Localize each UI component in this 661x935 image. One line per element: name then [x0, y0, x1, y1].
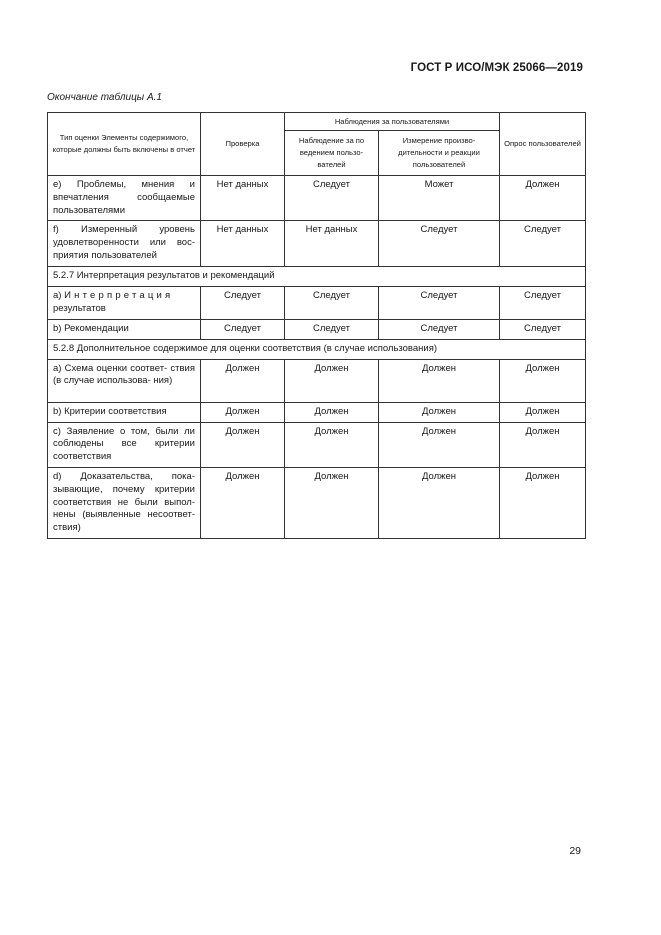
cell-measure: Должен [379, 402, 500, 422]
col-header-observe: Наблюдение за по ведением пользо- вателей [285, 131, 379, 176]
cell-check: Нет данных [201, 176, 285, 221]
cell-observe: Следует [285, 176, 379, 221]
cell-survey: Должен [500, 402, 586, 422]
cell-measure: Должен [379, 359, 500, 402]
row-label-rest: результатов [53, 302, 106, 314]
table-row [48, 359, 586, 402]
cell-survey: Должен [500, 359, 586, 402]
cell-measure: Следует [379, 221, 500, 266]
cell-survey: Должен [500, 422, 586, 467]
col-header-type: Тип оценки Элементы содержимого, которые должны быть включены в отчет [48, 113, 201, 176]
table-row [48, 402, 586, 422]
cell-check: Нет данных [201, 221, 285, 266]
cell-survey: Должен [500, 176, 586, 221]
row-label: e) Проблемы, мнения и впечатления сообщаемые пользователями [48, 176, 201, 221]
table-header-row [48, 113, 586, 131]
cell-observe: Должен [285, 402, 379, 422]
cell-check: Следует [201, 319, 285, 339]
section-heading: 5.2.7 Интерпретация результатов и рекомендаций [48, 266, 586, 286]
table-row [48, 221, 586, 266]
cell-survey: Должен [500, 467, 586, 538]
cell-observe: Должен [285, 422, 379, 467]
cell-check: Должен [201, 402, 285, 422]
section-row [48, 266, 586, 286]
cell-check: Должен [201, 467, 285, 538]
cell-observe: Должен [285, 359, 379, 402]
section-row [48, 339, 586, 359]
cell-check: Должен [201, 359, 285, 402]
row-label: b) Критерии соответствия [48, 402, 201, 422]
col-header-observation-group: Наблюдения за пользователями [285, 113, 500, 131]
cell-measure: Должен [379, 422, 500, 467]
cell-survey: Следует [500, 221, 586, 266]
cell-observe: Следует [285, 319, 379, 339]
cell-survey: Следует [500, 286, 586, 319]
row-label-spaced: Интерпретация [64, 289, 174, 301]
cell-measure: Должен [379, 467, 500, 538]
row-label: b) Рекомендации [48, 319, 201, 339]
row-label: d) Доказательства, пока- зывающие, почему критерии соответствия не были выпол- нены (выявленные несоответ- ствия) [48, 467, 201, 538]
row-label: с) Заявление о том, были ли соблюдены все критерии соответствия [48, 422, 201, 467]
cell-observe: Следует [285, 286, 379, 319]
table-row [48, 176, 586, 221]
cell-measure: Может [379, 176, 500, 221]
cell-check: Следует [201, 286, 285, 319]
cell-survey: Следует [500, 319, 586, 339]
cell-observe: Должен [285, 467, 379, 538]
cell-check: Должен [201, 422, 285, 467]
row-label: f) Измеренный уровень удовлетворенности или вос- приятия пользователей [48, 221, 201, 266]
col-header-survey: Опрос пользователей [500, 113, 586, 176]
cell-measure: Следует [379, 319, 500, 339]
col-header-check: Проверка [201, 113, 285, 176]
document-header: ГОСТ Р ИСО/МЭК 25066—2019 [410, 62, 583, 74]
row-label-prefix: а) [53, 289, 62, 301]
table-row [48, 286, 586, 319]
page-number: 29 [569, 845, 581, 857]
row-label: а) Схема оценки соответ- ствия (в случае использова- ния) [48, 359, 201, 402]
table-caption: Окончание таблицы А.1 [47, 92, 162, 103]
row-label [48, 286, 201, 319]
cell-observe: Нет данных [285, 221, 379, 266]
cell-measure: Следует [379, 286, 500, 319]
col-header-measure: Измерение произво- дительности и реакции пользователей [379, 131, 500, 176]
table-row [48, 422, 586, 467]
assessment-table [47, 112, 586, 539]
section-heading: 5.2.8 Дополнительное содержимое для оценки соответствия (в случае использования) [48, 339, 586, 359]
table-row [48, 319, 586, 339]
table-row [48, 467, 586, 538]
